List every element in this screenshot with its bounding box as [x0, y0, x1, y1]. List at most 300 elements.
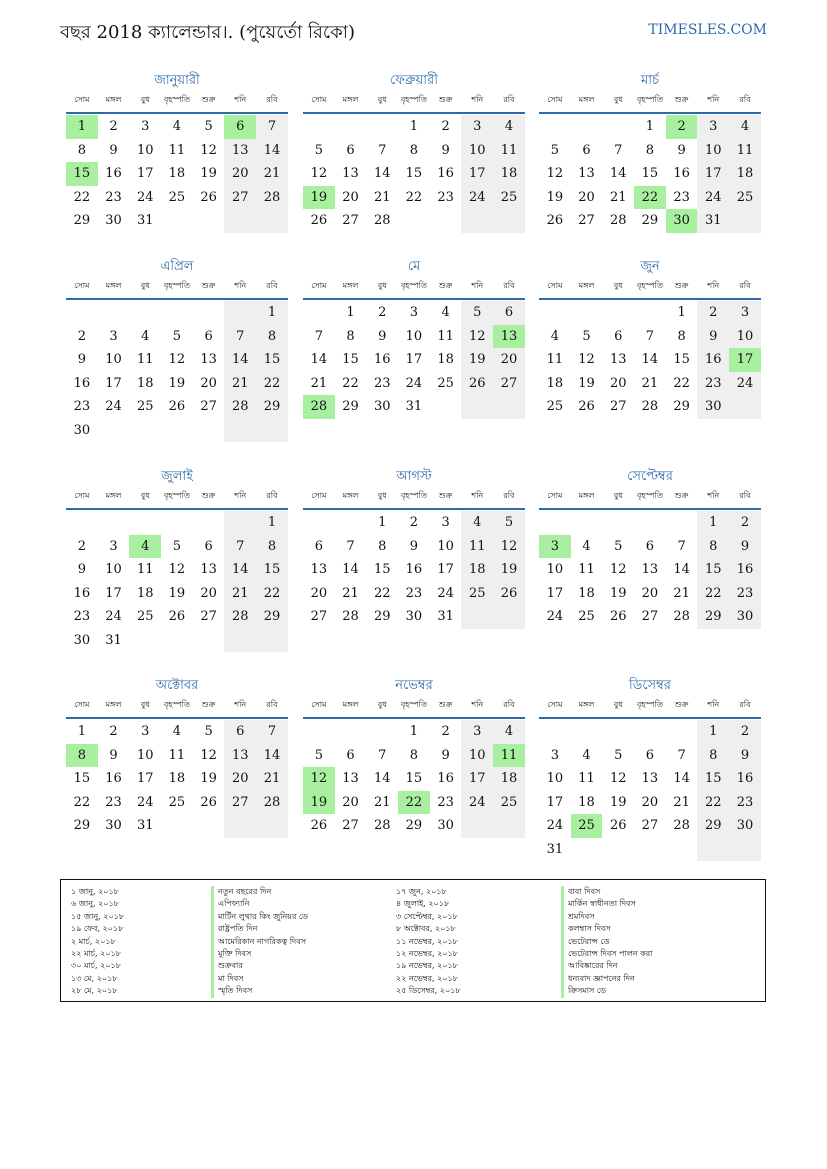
- day-cell: 14: [641, 352, 659, 368]
- weekday-label: বৃহস্পতি: [163, 700, 190, 709]
- day-cell: 11: [136, 562, 154, 578]
- weekday-header: [66, 90, 288, 114]
- day-cell: 21: [342, 585, 359, 601]
- day-cell: 1: [645, 119, 655, 135]
- day-cell: 27: [200, 399, 217, 415]
- day-cell: 15: [405, 166, 423, 182]
- legend-dates-col-1: [71, 886, 124, 998]
- day-cell: 10: [697, 139, 729, 163]
- day-cell: 13: [224, 744, 256, 768]
- day-cell: 24: [729, 372, 761, 396]
- weekday-label: মঙ্গল: [342, 281, 359, 290]
- weekday-label: সোম: [547, 700, 563, 709]
- empty-cell: [697, 838, 729, 862]
- holiday-day-cell: 19: [303, 791, 335, 815]
- day-cell: 11: [546, 352, 564, 368]
- day-cell: 9: [441, 142, 450, 158]
- day-cell: 20: [224, 162, 256, 186]
- weekday-label: শুক্র: [674, 700, 689, 709]
- empty-cell: [729, 209, 761, 233]
- day-cell: 3: [441, 515, 450, 531]
- day-cell: 27: [224, 186, 256, 210]
- empty-cell: [729, 395, 761, 419]
- empty-cell: [256, 419, 288, 443]
- day-cell: 7: [378, 142, 387, 158]
- legend-names-col-2: [561, 886, 652, 998]
- day-cell: 16: [437, 166, 454, 182]
- day-cell: 16: [73, 585, 91, 601]
- weekday-label: বুধ: [613, 95, 623, 104]
- empty-cell: [224, 301, 256, 325]
- empty-cell: [161, 814, 193, 838]
- empty-cell: [398, 209, 430, 233]
- day-cell: 17: [697, 162, 729, 186]
- day-cell: 9: [729, 744, 761, 768]
- weekday-label: শুক্র: [438, 491, 453, 500]
- day-cell: 6: [645, 538, 655, 554]
- day-cell: 7: [346, 538, 355, 554]
- day-cell: 14: [373, 771, 391, 787]
- weekday-label: বৃহস্পতি: [163, 95, 190, 104]
- day-cell: 13: [578, 166, 595, 182]
- day-cell: 14: [342, 562, 359, 578]
- day-cell: 2: [378, 305, 387, 321]
- day-cell: 8: [697, 744, 729, 768]
- day-cell: 21: [224, 372, 256, 396]
- weekday-label: রবি: [266, 95, 278, 104]
- legend-entry: ৪ জুলাই, ২০১৮: [396, 899, 450, 909]
- day-cell: 28: [224, 605, 256, 629]
- legend-entry: ১৫ জানু, ২০১৮: [71, 911, 125, 921]
- day-cell: 14: [673, 562, 690, 578]
- day-cell: 25: [168, 189, 186, 205]
- day-cell: 9: [729, 535, 761, 559]
- day-cell: 13: [342, 771, 359, 787]
- weekday-label: শনি: [707, 95, 720, 104]
- month-name: মে: [407, 259, 421, 274]
- day-cell: 28: [641, 399, 659, 415]
- day-cell: 26: [461, 372, 493, 396]
- day-cell: 20: [493, 348, 525, 372]
- day-cell: 6: [346, 142, 355, 158]
- day-cell: 2: [729, 720, 761, 744]
- holiday-day-cell: 25: [571, 814, 603, 838]
- legend-entry: ক্রিসমাস ডে: [561, 985, 652, 997]
- weekday-label: বৃহস্পতি: [400, 95, 427, 104]
- day-cell: 15: [342, 352, 359, 368]
- day-cell: 9: [697, 325, 729, 349]
- day-cell: 29: [73, 213, 91, 229]
- day-cell: 5: [493, 511, 525, 535]
- empty-cell: [303, 115, 335, 139]
- site-link[interactable]: TIMESLES.COM: [648, 22, 767, 38]
- day-cell: 17: [136, 771, 154, 787]
- day-cell: 5: [204, 724, 213, 740]
- day-cell: 10: [405, 328, 423, 344]
- empty-cell: [493, 814, 525, 838]
- day-cell: 1: [346, 305, 355, 321]
- day-cell: 6: [614, 328, 623, 344]
- day-cell: 18: [461, 558, 493, 582]
- day-cell: 30: [73, 632, 91, 648]
- empty-cell: [666, 838, 698, 862]
- empty-cell: [539, 511, 571, 535]
- day-cell: 12: [609, 562, 627, 578]
- day-cell: 31: [546, 841, 564, 857]
- day-cell: 17: [105, 585, 122, 601]
- weekday-label: বুধ: [140, 700, 150, 709]
- day-cell: 31: [136, 818, 154, 834]
- day-cell: 8: [409, 142, 419, 158]
- day-cell: 4: [441, 305, 450, 321]
- day-cell: 29: [405, 818, 423, 834]
- day-cell: 21: [373, 189, 391, 205]
- weekday-label: মঙ্গল: [578, 491, 595, 500]
- day-cell: 5: [550, 142, 559, 158]
- month-name: ডিসেম্বর: [629, 678, 671, 693]
- day-cell: 13: [224, 139, 256, 163]
- day-cell: 5: [172, 328, 182, 344]
- weekday-label: মঙ্গল: [578, 281, 595, 290]
- empty-cell: [256, 209, 288, 233]
- day-cell: 19: [578, 375, 595, 391]
- day-cell: 4: [493, 720, 525, 744]
- day-cell: 30: [729, 814, 761, 838]
- month-name: জুন: [640, 259, 660, 274]
- day-cell: 8: [77, 142, 86, 158]
- day-cell: 31: [437, 609, 454, 625]
- legend-entry: ২ মার্চ, ২০১৮: [71, 936, 116, 946]
- weekday-label: বুধ: [613, 491, 623, 500]
- day-cell: 26: [168, 399, 186, 415]
- day-cell: 1: [677, 305, 686, 321]
- day-cell: 26: [168, 609, 186, 625]
- empty-cell: [602, 301, 634, 325]
- weekday-label: শুক্র: [201, 281, 216, 290]
- weekday-label: বুধ: [377, 491, 387, 500]
- day-cell: 27: [310, 609, 328, 625]
- day-cell: 23: [73, 399, 91, 415]
- day-cell: 31: [405, 399, 423, 415]
- day-cell: 2: [409, 515, 419, 531]
- empty-cell: [161, 209, 193, 233]
- day-cell: 22: [405, 189, 423, 205]
- day-cell: 14: [373, 166, 391, 182]
- holiday-day-cell: 8: [66, 744, 98, 768]
- empty-cell: [430, 395, 462, 419]
- day-cell: 29: [697, 605, 729, 629]
- weekday-header: [539, 90, 761, 114]
- day-cell: 24: [136, 794, 154, 810]
- day-grid: [539, 511, 761, 629]
- holiday-day-cell: 12: [303, 767, 335, 791]
- empty-cell: [634, 720, 666, 744]
- day-cell: 14: [310, 352, 328, 368]
- weekday-label: বুধ: [613, 281, 623, 290]
- day-cell: 18: [136, 585, 154, 601]
- day-cell: 15: [256, 348, 288, 372]
- day-cell: 31: [697, 209, 729, 233]
- weekday-header: [539, 486, 761, 510]
- day-cell: 30: [105, 213, 122, 229]
- day-cell: 25: [729, 186, 761, 210]
- day-cell: 22: [697, 791, 729, 815]
- day-cell: 24: [105, 399, 122, 415]
- weekday-label: রবি: [503, 95, 515, 104]
- empty-cell: [602, 115, 634, 139]
- holiday-legend: [60, 879, 766, 1002]
- empty-cell: [666, 511, 698, 535]
- day-cell: 3: [109, 538, 118, 554]
- day-cell: 1: [409, 724, 419, 740]
- day-cell: 11: [168, 142, 186, 158]
- day-cell: 10: [136, 747, 154, 763]
- day-cell: 19: [168, 375, 186, 391]
- day-cell: 5: [614, 747, 623, 763]
- weekday-label: বৃহস্পতি: [400, 700, 427, 709]
- day-cell: 11: [461, 535, 493, 559]
- day-cell: 7: [314, 328, 323, 344]
- day-grid: [303, 511, 525, 629]
- legend-entry: আবিষ্কারের দিন: [561, 960, 652, 972]
- month-name: নভেম্বর: [395, 678, 433, 693]
- empty-cell: [634, 838, 666, 862]
- day-cell: 22: [256, 582, 288, 606]
- day-cell: 1: [378, 515, 387, 531]
- day-cell: 8: [645, 142, 655, 158]
- empty-cell: [224, 629, 256, 653]
- day-cell: 13: [200, 352, 217, 368]
- day-cell: 14: [256, 744, 288, 768]
- empty-cell: [571, 720, 603, 744]
- day-cell: 19: [168, 585, 186, 601]
- weekday-label: বুধ: [377, 700, 387, 709]
- day-cell: 16: [105, 771, 122, 787]
- legend-entry: ২৫ ডিসেম্বর, ২০১৮: [396, 986, 461, 996]
- day-cell: 25: [578, 609, 595, 625]
- day-cell: 25: [493, 186, 525, 210]
- day-cell: 20: [200, 375, 217, 391]
- day-cell: 14: [673, 771, 690, 787]
- day-cell: 28: [342, 609, 359, 625]
- holiday-day-cell: 15: [66, 162, 98, 186]
- day-cell: 17: [405, 352, 423, 368]
- day-cell: 29: [342, 399, 359, 415]
- month-name: আগস্ট: [396, 469, 432, 484]
- day-cell: 19: [200, 166, 217, 182]
- weekday-header: [66, 486, 288, 510]
- day-cell: 25: [493, 791, 525, 815]
- day-cell: 20: [578, 189, 595, 205]
- day-cell: 30: [73, 422, 91, 438]
- day-cell: 7: [378, 747, 387, 763]
- day-cell: 8: [346, 328, 355, 344]
- empty-cell: [303, 511, 335, 535]
- empty-cell: [193, 209, 225, 233]
- empty-cell: [335, 720, 367, 744]
- day-cell: 16: [73, 375, 91, 391]
- day-cell: 7: [614, 142, 623, 158]
- day-cell: 8: [256, 325, 288, 349]
- day-cell: 23: [105, 189, 122, 205]
- day-cell: 24: [437, 585, 454, 601]
- day-cell: 8: [256, 535, 288, 559]
- day-cell: 26: [310, 213, 328, 229]
- weekday-label: শনি: [234, 700, 247, 709]
- weekday-label: বৃহস্পতি: [400, 491, 427, 500]
- weekday-label: মঙ্গল: [105, 95, 122, 104]
- day-cell: 18: [437, 352, 454, 368]
- day-cell: 21: [310, 375, 328, 391]
- day-cell: 22: [342, 375, 359, 391]
- day-cell: 4: [729, 115, 761, 139]
- weekday-header: [303, 90, 525, 114]
- legend-entry: এপিফ্যানি: [211, 898, 308, 910]
- day-cell: 15: [641, 166, 659, 182]
- holiday-day-cell: 22: [398, 791, 430, 815]
- day-cell: 2: [729, 511, 761, 535]
- day-grid: [66, 301, 288, 442]
- day-cell: 7: [224, 535, 256, 559]
- weekday-label: শুক্র: [674, 281, 689, 290]
- holiday-day-cell: 22: [634, 186, 666, 210]
- day-cell: 13: [200, 562, 217, 578]
- day-cell: 17: [105, 375, 122, 391]
- month-calendar: [539, 468, 761, 629]
- day-cell: 18: [493, 162, 525, 186]
- holiday-day-cell: 30: [666, 209, 698, 233]
- legend-entry: ১৩ মে, ২০১৮: [71, 973, 118, 983]
- weekday-label: বৃহস্পতি: [163, 491, 190, 500]
- weekday-label: মঙ্গল: [578, 95, 595, 104]
- day-cell: 25: [461, 582, 493, 606]
- day-cell: 3: [409, 305, 419, 321]
- month-calendar: [66, 72, 288, 233]
- weekday-label: রবি: [503, 700, 515, 709]
- day-cell: 19: [609, 794, 627, 810]
- day-cell: 16: [697, 348, 729, 372]
- day-cell: 26: [609, 818, 627, 834]
- day-cell: 28: [256, 186, 288, 210]
- day-cell: 27: [578, 213, 595, 229]
- day-cell: 4: [582, 538, 591, 554]
- day-cell: 6: [204, 538, 213, 554]
- holiday-day-cell: 2: [666, 115, 698, 139]
- day-cell: 12: [200, 747, 217, 763]
- empty-cell: [493, 209, 525, 233]
- weekday-label: শুক্র: [201, 95, 216, 104]
- day-cell: 14: [256, 139, 288, 163]
- day-cell: 18: [493, 767, 525, 791]
- day-cell: 25: [546, 399, 564, 415]
- day-cell: 13: [641, 562, 659, 578]
- day-cell: 11: [493, 139, 525, 163]
- empty-cell: [729, 838, 761, 862]
- day-cell: 21: [373, 794, 391, 810]
- weekday-label: বৃহস্পতি: [636, 95, 663, 104]
- day-grid: [539, 115, 761, 233]
- weekday-label: শনি: [471, 700, 484, 709]
- day-cell: 15: [373, 562, 391, 578]
- day-cell: 16: [673, 166, 690, 182]
- empty-cell: [129, 419, 161, 443]
- day-cell: 16: [373, 352, 391, 368]
- day-cell: 27: [224, 791, 256, 815]
- weekday-label: মঙ্গল: [105, 281, 122, 290]
- holiday-day-cell: 19: [303, 186, 335, 210]
- empty-cell: [602, 838, 634, 862]
- day-cell: 18: [546, 375, 564, 391]
- day-cell: 27: [609, 399, 627, 415]
- day-cell: 14: [609, 166, 627, 182]
- day-cell: 10: [546, 562, 564, 578]
- weekday-label: রবি: [739, 491, 751, 500]
- day-cell: 3: [109, 328, 118, 344]
- empty-cell: [461, 605, 493, 629]
- legend-dates-col-2: [396, 886, 461, 998]
- legend-entry: ১১ নভেম্বর, ২০১৮: [396, 936, 458, 946]
- day-cell: 11: [578, 771, 595, 787]
- day-cell: 9: [677, 142, 686, 158]
- month-calendar: [539, 72, 761, 233]
- weekday-label: বুধ: [140, 281, 150, 290]
- day-cell: 30: [729, 605, 761, 629]
- day-cell: 24: [105, 609, 122, 625]
- holiday-day-cell: 1: [66, 115, 98, 139]
- empty-cell: [571, 301, 603, 325]
- weekday-label: সোম: [74, 491, 90, 500]
- day-cell: 2: [441, 724, 450, 740]
- weekday-header: [303, 276, 525, 300]
- day-grid: [303, 115, 525, 233]
- empty-cell: [193, 301, 225, 325]
- empty-cell: [335, 115, 367, 139]
- day-cell: 11: [136, 352, 154, 368]
- day-grid: [303, 301, 525, 419]
- day-cell: 11: [729, 139, 761, 163]
- empty-cell: [461, 209, 493, 233]
- weekday-label: রবি: [739, 281, 751, 290]
- day-cell: 17: [437, 562, 454, 578]
- day-cell: 18: [168, 771, 186, 787]
- day-cell: 18: [729, 162, 761, 186]
- weekday-label: রবি: [266, 491, 278, 500]
- day-cell: 10: [437, 538, 454, 554]
- day-cell: 29: [73, 818, 91, 834]
- day-cell: 1: [697, 511, 729, 535]
- page-title: বছর 2018 ক্যালেন্ডার।. (পুয়ের্তো রিকো): [60, 22, 356, 43]
- day-grid: [66, 511, 288, 652]
- day-cell: 15: [697, 767, 729, 791]
- day-cell: 28: [373, 818, 391, 834]
- legend-entry: ৩০ মার্চ, ২০১৮: [71, 961, 121, 971]
- day-cell: 24: [405, 375, 423, 391]
- weekday-label: রবি: [739, 700, 751, 709]
- legend-entry: ১২ নভেম্বর, ২০১৮: [396, 949, 458, 959]
- weekday-label: শনি: [471, 281, 484, 290]
- day-cell: 27: [342, 213, 359, 229]
- empty-cell: [602, 511, 634, 535]
- day-cell: 12: [578, 352, 595, 368]
- day-cell: 15: [256, 558, 288, 582]
- weekday-label: বৃহস্পতি: [163, 281, 190, 290]
- month-name: মার্চ: [640, 73, 659, 88]
- day-cell: 10: [729, 325, 761, 349]
- empty-cell: [539, 115, 571, 139]
- day-cell: 30: [697, 395, 729, 419]
- holiday-day-cell: 4: [129, 535, 161, 559]
- day-cell: 21: [609, 189, 627, 205]
